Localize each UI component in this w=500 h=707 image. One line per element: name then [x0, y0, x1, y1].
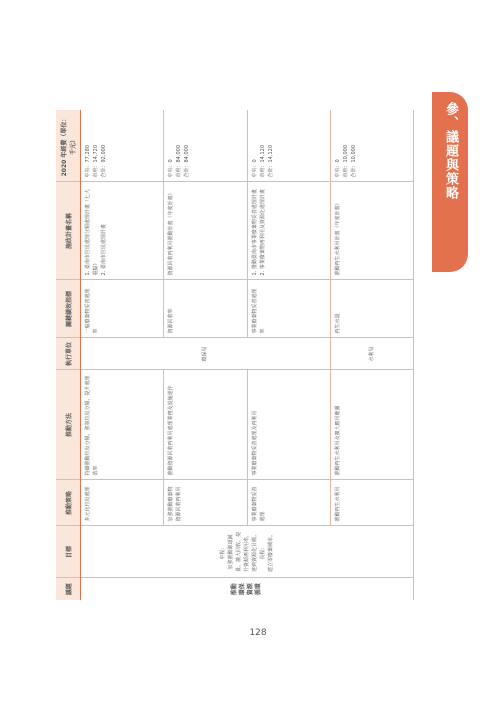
kpi-cell: 再生水量: [330, 280, 413, 338]
policy-table: [56, 110, 414, 600]
plan-cell: 資源回收再利用推動計畫（年度計畫）: [164, 182, 247, 280]
policy-table-wrap: [56, 110, 414, 600]
strategy-cell: 事業廢棄物妥善處理: [247, 480, 330, 526]
strategy-cell: 加強推動廢棄物資源回收再利用: [164, 480, 247, 526]
issue-cell: [81, 578, 414, 600]
budget-cell: 中央：77,280 市府：14,720 合計：92,000: [81, 110, 164, 182]
kpi-cell: 一般廢棄物妥善處理率: [81, 280, 164, 338]
header-target: 目標: [56, 526, 81, 578]
plan-cell: 1. 推動臺南市事業廢棄物妥善處理計畫 2. 事業廢棄物再利用及資源化處理計畫: [247, 182, 330, 280]
strategy-cell: 多元化垃圾處理: [81, 480, 164, 526]
method-cell: 持續推動垃圾分類、強制垃圾分類、提升處理效率: [81, 370, 164, 480]
kpi-cell: 資源回收率: [164, 280, 247, 338]
header-method: 推動方法: [56, 370, 81, 480]
unit-cell: 環保局: [81, 338, 331, 370]
budget-cell: 中央：0 市府：14,120 合計：14,120: [247, 110, 330, 182]
side-tab: [432, 92, 468, 334]
header-kpi: 關鍵績效指標: [56, 280, 81, 338]
kpi-cell: 事業廢棄物妥善處理率: [247, 280, 330, 338]
unit-cell: 水利局: [330, 338, 413, 370]
table-header-row: [56, 110, 81, 600]
method-cell: 事業廢棄物妥善處理及再利用: [247, 370, 330, 480]
budget-cell: 中央：0 市府：84,000 合計：84,000: [164, 110, 247, 182]
page-number: 128: [249, 628, 267, 638]
table-row: [81, 110, 164, 600]
side-tab-subtitle: Issues and Strategies: [455, 280, 461, 334]
header-strategy: 推動策略: [56, 480, 81, 526]
budget-cell: 中央：0 市府：10,000 合計：10,000: [330, 110, 413, 182]
method-cell: 推動資源回收再利用處理業務及設施運作: [164, 370, 247, 480]
issue-name: 資源循環: [247, 583, 262, 596]
header-unit: 執行單位: [56, 338, 81, 370]
header-issue: 議題: [56, 578, 81, 600]
strategy-cell: 推動再生水利用: [330, 480, 413, 526]
side-tab-title: 參、議題與策略: [443, 102, 458, 200]
plan-cell: 1. 臺南市垃圾處理分類處理計畫（七大重點） 2. 臺南市垃圾處理計畫: [81, 182, 164, 280]
target-cell: 中程： 加強推動源頭減量、擴大回收、提升資源再利用率，達到資源化目標。 長程： 建立零廢棄城市。: [81, 526, 414, 578]
method-cell: 推動再生水利用及擴大應用範圍: [330, 370, 413, 480]
header-plan: 施政計畫名稱: [56, 182, 81, 280]
plan-cell: 推動再生水利用計畫（年度計畫）: [330, 182, 413, 280]
header-budget: 2020 年經費（單位：千元）: [56, 110, 81, 182]
issue-group: 推動環保: [231, 583, 246, 596]
